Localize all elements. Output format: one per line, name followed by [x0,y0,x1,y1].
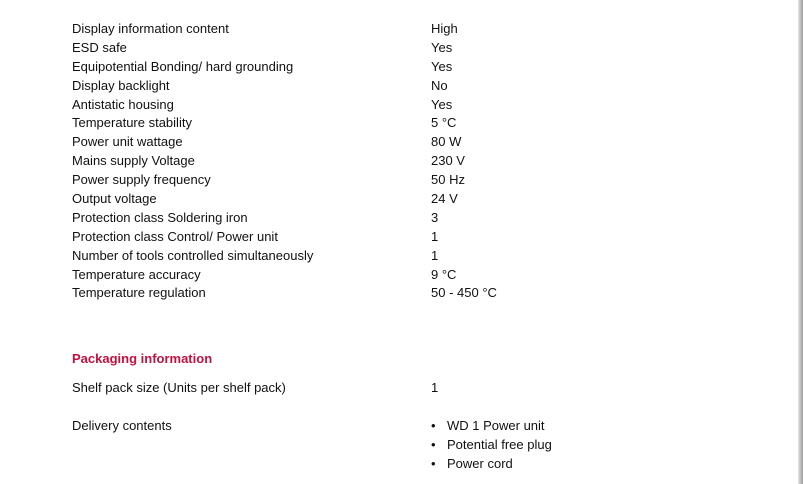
list-item [431,416,552,435]
spec-value: 230 V [431,153,465,169]
spec-value: 1 [431,228,439,244]
delivery-contents-list [431,416,552,473]
spec-value: 50 Hz [431,172,465,188]
spec-label: Power unit wattage [72,134,183,150]
spec-label: ESD safe [72,39,127,55]
delivery-contents-label: Delivery contents [72,418,172,433]
delivery-item-label: WD 1 Power unit [447,418,545,433]
list-item [431,454,552,473]
spec-value: 80 W [431,134,462,150]
bullet-icon: • [431,418,436,433]
list-item [431,435,552,454]
spec-value: Yes [431,58,453,74]
spec-value: Yes [431,39,453,55]
shelf-pack-label: Shelf pack size (Units per shelf pack) [72,380,286,395]
spec-value: 24 V [431,191,458,207]
spec-label: Output voltage [72,191,157,207]
spec-value: 1 [431,247,439,263]
spec-value: 50 - 450 °C [431,285,497,301]
page-edge-shadow [798,0,803,484]
bullet-icon: • [431,437,436,452]
spec-label: Protection class Soldering iron [72,209,248,225]
spec-value: Yes [431,96,453,112]
spec-label: Power supply frequency [72,172,211,188]
spec-label: Protection class Control/ Power unit [72,228,278,244]
delivery-item-label: Potential free plug [447,437,552,452]
delivery-item-label: Power cord [447,456,513,471]
spec-label: Number of tools controlled simultaneously [72,247,314,263]
shelf-pack-row [72,378,472,397]
shelf-pack-value: 1 [431,380,439,395]
spec-label: Temperature regulation [72,285,206,301]
spec-value: High [431,21,458,36]
spec-value: 9 °C [431,266,457,282]
spec-value: 5 °C [431,115,457,131]
bullet-icon: • [431,456,436,471]
spec-value: 3 [431,209,439,225]
spec-label: Equipotential Bonding/ hard grounding [72,58,294,74]
spec-label: Temperature stability [72,115,192,131]
spec-value: No [431,77,448,93]
spec-label: Mains supply Voltage [72,153,195,169]
spec-label: Antistatic housing [72,96,174,112]
spec-label: Display backlight [72,77,170,93]
packaging-heading: Packaging information [72,351,213,366]
spec-label: Display information content [72,21,229,36]
spec-label: Temperature accuracy [72,266,201,282]
